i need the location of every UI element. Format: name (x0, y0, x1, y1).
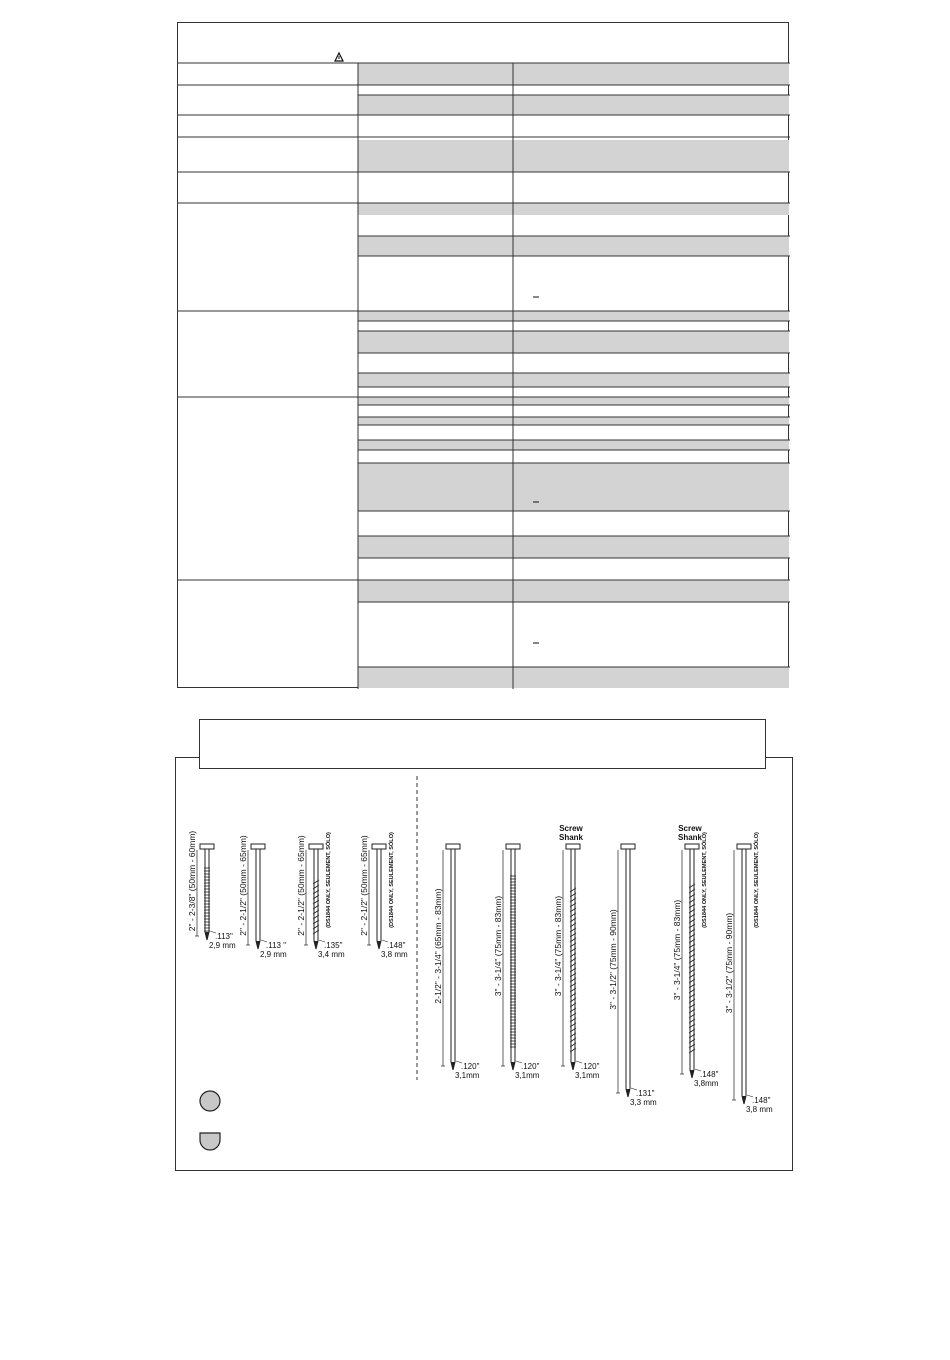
nail-length-label: 2" - 2-3/8" (50mm - 60mm) (187, 830, 197, 932)
nail-length-label: 3" - 3-1/4" (75mm - 83mm) (493, 895, 503, 997)
nail-diameter-inch: .131" (636, 1089, 655, 1098)
nail-diameter-inch: .113 " (266, 941, 287, 950)
nail-diameter-mm: 3,4 mm (318, 950, 345, 959)
nail (672, 824, 719, 1088)
nail-diameter-inch: .120" (581, 1062, 600, 1071)
nail-diameter-mm: 3,8mm (694, 1079, 719, 1088)
nail-diameter-inch: .135" (324, 941, 343, 950)
nail-diameter-mm: 3,8 mm (746, 1105, 773, 1114)
nail-diameter-mm: 3,1mm (515, 1071, 540, 1080)
nail-point (742, 1096, 746, 1104)
nail-diameter-inch: .120" (521, 1062, 540, 1071)
nail-point (377, 941, 381, 949)
nail-diameter-mm: 3,8 mm (381, 950, 408, 959)
nail-diameter-mm: 2,9 mm (209, 941, 236, 950)
nail (359, 832, 408, 959)
warning-triangle-icon (335, 53, 343, 61)
nail-length-label: 3" - 3-1/4" (75mm - 83mm) (553, 895, 563, 997)
nail (296, 832, 345, 959)
nail-diameter-inch: .148" (387, 941, 406, 950)
nail-length-label: 3" - 3-1/4" (75mm - 83mm) (672, 899, 682, 1001)
nail-length-label: 2-1/2" - 3-1/4" (65mm - 83mm) (433, 888, 443, 1004)
nail-diameter-mm: 2,9 mm (260, 950, 287, 959)
nail-head (251, 844, 265, 849)
nail-diameter-mm: 3,1mm (575, 1071, 600, 1080)
nail (433, 844, 480, 1080)
nail-chart (175, 757, 793, 1171)
nail-diameter-inch: .113" (215, 932, 233, 941)
nail (493, 844, 540, 1080)
nail-point (626, 1089, 630, 1097)
nail-diameter-mm: 3,3 mm (630, 1098, 657, 1107)
nail-chart-title-box (199, 719, 766, 769)
nail-head (200, 844, 214, 849)
nail-point (511, 1062, 515, 1070)
nail-length-label: 2" - 2-1/2" (50mm - 65mm) (238, 835, 248, 936)
nail-model-note: (DS1844 ONLY, SEULEMENT, SÓLO) (702, 832, 708, 928)
nail-head (685, 844, 699, 849)
screw-shank-label: Shank (558, 833, 584, 842)
screw-shank-label: Shank (677, 833, 703, 842)
nail-diameter-inch: .148" (752, 1096, 771, 1105)
nail (553, 824, 600, 1080)
nail-point (205, 932, 209, 940)
nail-length-label: 2" - 2-1/2" (50mm - 65mm) (359, 835, 369, 936)
nail-head (446, 844, 460, 849)
nail-head (506, 844, 520, 849)
nail-point (571, 1062, 575, 1070)
nail-point (256, 941, 260, 949)
nail-length-label: 3" - 3-1/2" (75mm - 90mm) (724, 912, 734, 1014)
shaded-rows (358, 95, 789, 688)
nail-model-note: (DS1844 ONLY, SEULEMENT, SÓLO) (389, 832, 395, 928)
table-grid (178, 23, 790, 689)
nail-model-note: (DS1844 ONLY, SEULEMENT, SÓLO) (754, 832, 760, 928)
table-header-shade (358, 63, 789, 85)
screw-shank-label: Screw (559, 824, 583, 833)
nail-head (566, 844, 580, 849)
nail-head (621, 844, 635, 849)
nail-head (737, 844, 751, 849)
nail-model-note: (DS1844 ONLY, SEULEMENT, SÓLO) (326, 832, 332, 928)
screw-shank-label: Screw (678, 824, 702, 833)
nail-diameter-mm: 3,1mm (455, 1071, 480, 1080)
nail-point (690, 1070, 694, 1078)
troubleshooting-table (177, 22, 789, 688)
nail-diagram (176, 758, 794, 1172)
nail-head (309, 844, 323, 849)
clipped-head-icon (200, 1133, 220, 1150)
round-head-icon (200, 1091, 220, 1111)
nail-diameter-inch: .148" (700, 1070, 719, 1079)
nail-point (314, 941, 318, 949)
nail (238, 835, 287, 959)
nail-length-label: 2" - 2-1/2" (50mm - 65mm) (296, 835, 306, 936)
nail-head (372, 844, 386, 849)
nail (187, 831, 236, 950)
nail (724, 832, 773, 1114)
nail-length-label: 3" - 3-1/2" (75mm - 90mm) (608, 909, 618, 1010)
nail-point (451, 1062, 455, 1070)
nail-diameter-inch: .120" (461, 1062, 480, 1071)
nail (608, 844, 657, 1107)
